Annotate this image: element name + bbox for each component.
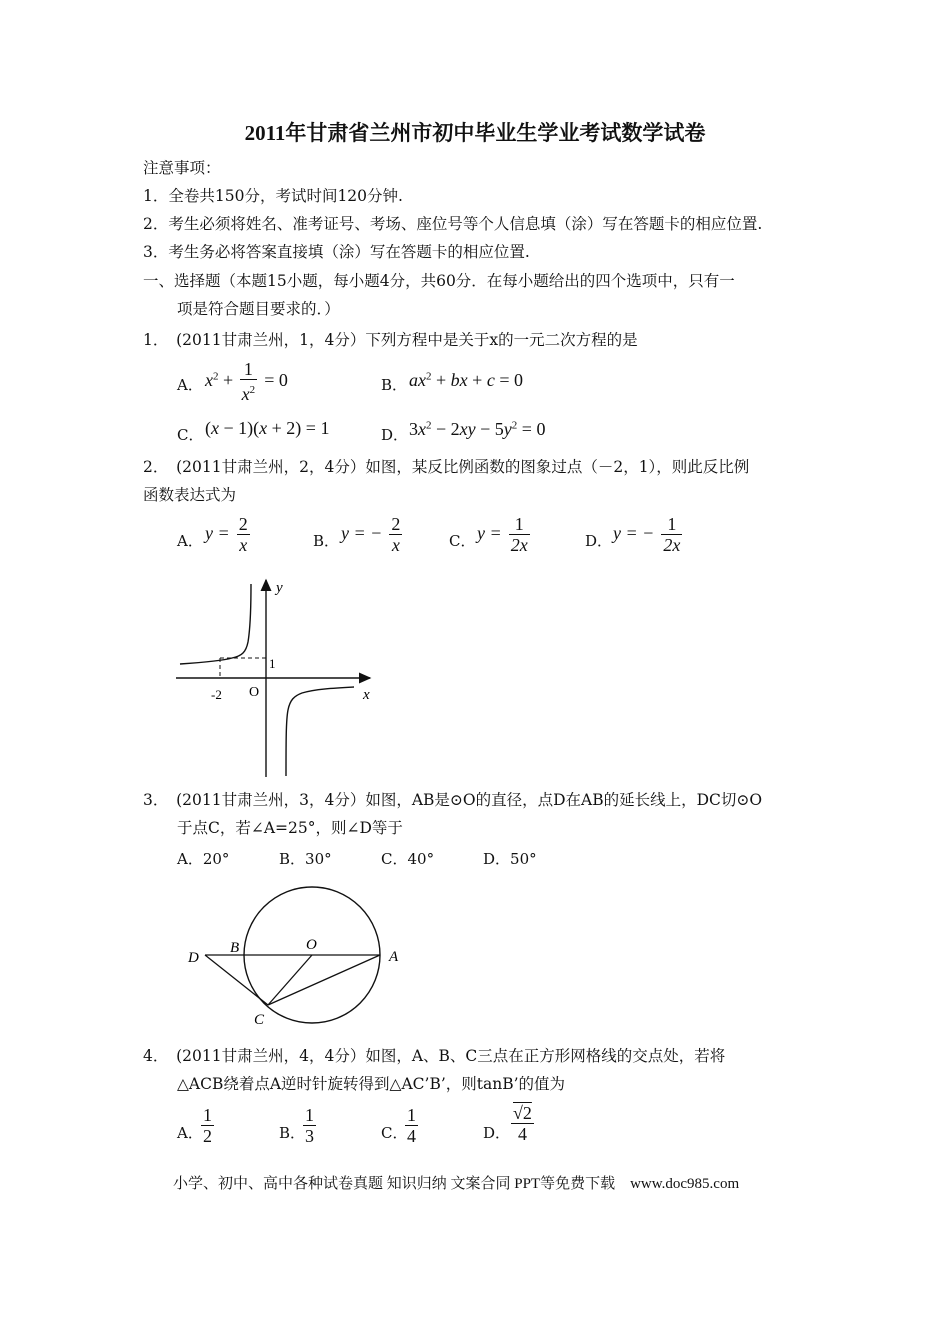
note-item: 2．考生必须将姓名、准考证号、考场、座位号等个人信息填（涂）写在答题卡的相应位置.	[143, 215, 763, 233]
q1-option-d-expr: $3x^2 - 2xy - 5y^2 = 0$	[409, 419, 546, 439]
question-1-stem: 1． (2011甘肃兰州，1，4分）下列方程中是关于x的一元二次方程的是	[143, 331, 638, 349]
q4-option-a-expr: $\frac{1}{2}$	[203, 1105, 212, 1146]
q4-option-d-label: D．	[483, 1124, 511, 1142]
point-a-label: A	[389, 949, 399, 965]
curve-branch-upper-left	[180, 584, 251, 664]
radius-oc	[268, 955, 312, 1005]
q2-option-a-label: A．	[177, 532, 203, 550]
tick-label-y: 1	[269, 656, 276, 671]
point-o-label: O	[306, 937, 317, 953]
q3-option-d: D．50°	[483, 850, 537, 868]
curve-branch-lower-right	[286, 687, 354, 776]
q4-option-c-expr: $\frac{1}{4}$	[407, 1105, 416, 1146]
notes-heading: 注意事项：	[143, 159, 221, 177]
q4-option-b-label: B．	[279, 1124, 306, 1142]
q1-option-c-expr: (x − 1)(x + 2) = 1	[205, 418, 330, 438]
question-4-stem: 4． (2011甘肃兰州，4，4分）如图，A、B、C三点在正方形网格线的交点处，若将	[143, 1047, 726, 1065]
hyperbola-graph	[170, 572, 390, 782]
q2-option-d-label: D．	[585, 532, 613, 550]
point-b-label: B	[230, 940, 240, 956]
note-item: 3．考生务必将答案直接填（涂）写在答题卡的相应位置.	[143, 243, 530, 261]
circle-tangent-figure	[180, 878, 410, 1030]
point-d-label: D	[188, 950, 199, 966]
q4-option-c-label: C．	[381, 1124, 408, 1142]
y-axis-label: y	[276, 580, 283, 596]
question-2-stem-cont: 函数表达式为	[143, 486, 237, 504]
tangent-dc	[205, 955, 268, 1005]
q1-option-d-label: D．	[381, 426, 409, 444]
q1-option-a-label: A．	[177, 376, 203, 394]
q1-option-c-label: C．	[177, 426, 204, 444]
section-heading: 一、选择题（本题15小题，每小题4分，共60分．在每小题给出的四个选项中，只有一	[143, 272, 735, 290]
q1-option-b-label: B．	[381, 376, 408, 394]
note-item: 1．全卷共150分，考试时间120分钟.	[143, 187, 403, 205]
question-3-stem-cont: 于点C，若∠A=25°，则∠D等于	[177, 819, 403, 837]
q2-option-c-label: C．	[449, 532, 476, 550]
q2-option-b-expr: y = − $\frac{2}{x}$	[341, 514, 401, 555]
q3-option-c: C．40°	[381, 850, 435, 868]
page-title: 2011年甘肃省兰州市初中毕业生学业考试数学试卷	[244, 121, 706, 145]
page-footer: 小学、初中、高中各种试卷真题 知识归纳 文案合同 PPT等免费下载 www.doc985.com	[173, 1176, 740, 1192]
q4-option-a-label: A．	[177, 1124, 203, 1142]
q4-option-d-expr: $\frac{√2}{4}$	[513, 1103, 532, 1144]
q2-option-a-expr: y = $\frac{2}{x}$	[205, 514, 248, 555]
chord-ca	[268, 955, 380, 1005]
q1-option-b-expr: $ax^2$ + bx + c = 0	[409, 370, 523, 390]
question-3-stem: 3． (2011甘肃兰州，3，4分）如图，AB是⊙O的直径，点D在AB的延长线上，DC切⊙O	[143, 791, 763, 809]
q3-option-a: A．20°	[177, 850, 230, 868]
origin-label: O	[249, 685, 260, 700]
q4-option-b-expr: $\frac{1}{3}$	[305, 1105, 314, 1146]
q1-option-a-expr: $x^2$ + $\frac{1}{x^2}$ = 0	[205, 359, 288, 404]
point-c-label: C	[254, 1012, 265, 1028]
question-4-stem-cont: △ACB绕着点A逆时针旋转得到△AC’B’，则tanB’的值为	[177, 1075, 566, 1093]
question-2-stem: 2． (2011甘肃兰州，2，4分）如图，某反比例函数的图象过点（－2，1），则此反比例	[143, 458, 750, 476]
section-heading-cont: 项是符合题目要求的．）	[177, 300, 340, 318]
q2-option-c-expr: y = $\frac{1}{2x}$	[477, 514, 528, 555]
x-axis-label: x	[363, 687, 370, 703]
q3-option-b: B．30°	[279, 850, 332, 868]
tick-label-x: -2	[211, 687, 222, 702]
q2-option-b-label: B．	[313, 532, 340, 550]
q2-option-d-expr: y = − $\frac{1}{2x}$	[613, 514, 681, 555]
